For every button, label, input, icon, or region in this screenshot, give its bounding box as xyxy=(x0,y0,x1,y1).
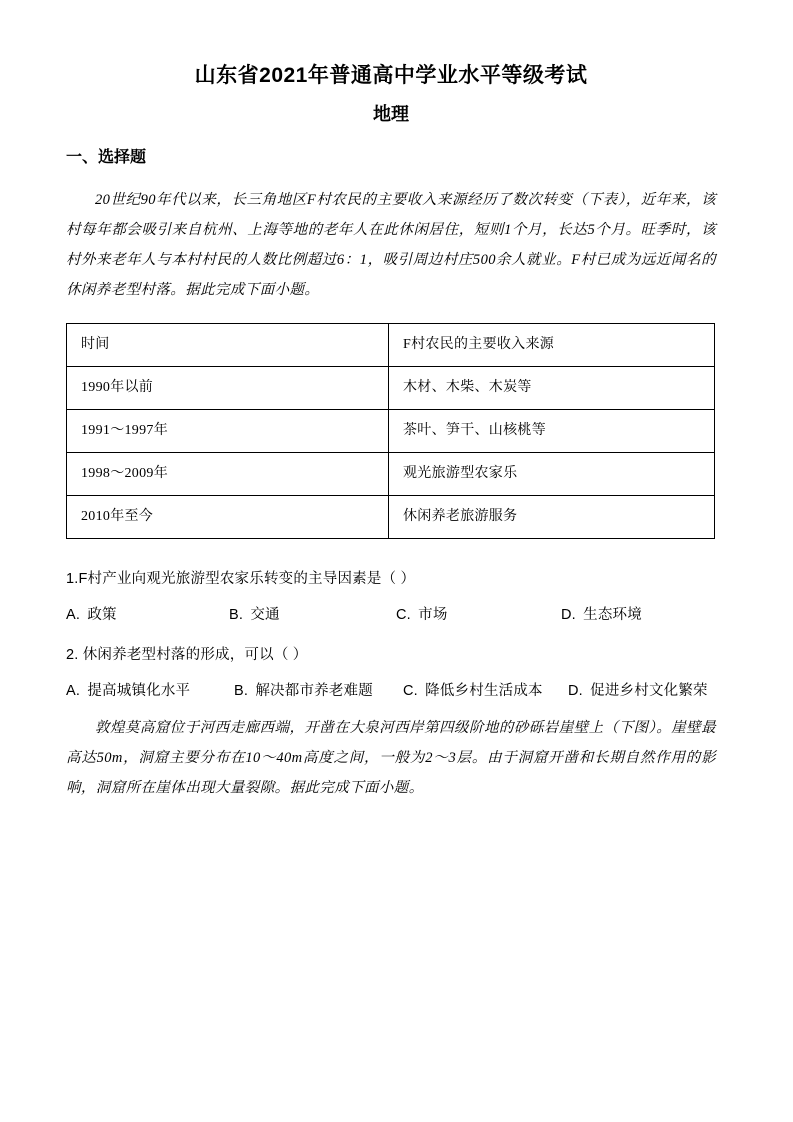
table-cell-period: 1998～2009年 xyxy=(67,453,389,496)
question-1-option-b[interactable] xyxy=(229,605,280,627)
table-row xyxy=(67,496,715,539)
option-text: 市场 xyxy=(418,606,448,623)
option-letter: B. xyxy=(229,606,244,623)
option-letter: B. xyxy=(234,682,249,699)
table-cell-period: 1991～1997年 xyxy=(67,410,389,453)
question-2-option-b[interactable] xyxy=(234,681,373,703)
question-1-option-d[interactable] xyxy=(561,605,642,627)
table-cell-income: 休闲养老旅游服务 xyxy=(389,496,715,539)
table-row xyxy=(67,410,715,453)
option-text: 促进乡村文化繁荣 xyxy=(590,682,708,699)
table-row xyxy=(67,453,715,496)
option-letter: A. xyxy=(66,682,81,699)
passage-mogao-caves: 敦煌莫高窟位于河西走廊西端，开凿在大泉河西岸第四级阶地的砂砾岩崖壁上（下图）。崖壁最高达50m，洞窟主要分布在10～40m高度之间，一般为2～3层。由于洞窟开凿和长期自然作用的影响，洞窟所在崖体出现大量裂隙。据此完成下面小题。 xyxy=(66,719,716,796)
option-letter: D. xyxy=(568,682,583,699)
option-text: 提高城镇化水平 xyxy=(87,682,191,699)
table-cell-period: 1990年以前 xyxy=(67,367,389,410)
section-heading-multiple-choice: 一、选择题 xyxy=(66,148,147,166)
page-content xyxy=(66,0,716,803)
table-cell-income: 木材、木柴、木炭等 xyxy=(389,367,715,410)
income-source-table xyxy=(66,323,715,539)
table-cell-income: 观光旅游型农家乐 xyxy=(389,453,715,496)
passage-f-village: 20世纪90年代以来，长三角地区F村农民的主要收入来源经历了数次转变（下表），近年来，该村每年都会吸引来自杭州、上海等地的老年人在此休闲居住，短则1个月，长达5个月。旺季时，该村外来老年人与本村村民的人数比例超过6：1，吸引周边村庄500余人就业。F村已成为远近闻名的休闲养老型村落。据此完成下面小题。 xyxy=(66,192,716,299)
question-2-option-c[interactable] xyxy=(403,681,543,703)
question-1-stem: 1.F村产业向观光旅游型农家乐转变的主导因素是（ ） xyxy=(66,571,416,588)
option-letter: C. xyxy=(396,606,411,623)
option-text: 政策 xyxy=(87,606,117,623)
question-2-option-d[interactable] xyxy=(568,681,708,703)
question-1-option-a[interactable] xyxy=(66,605,117,627)
question-1-options xyxy=(66,591,716,627)
option-text: 降低乡村生活成本 xyxy=(425,682,543,699)
table-row xyxy=(67,367,715,410)
table-header-row xyxy=(67,324,715,367)
table-cell-income: 茶叶、笋干、山核桃等 xyxy=(389,410,715,453)
option-text: 交通 xyxy=(250,606,280,623)
page-title: 山东省2021年普通高中学业水平等级考试 xyxy=(194,64,588,87)
option-text: 生态环境 xyxy=(583,606,642,623)
table-header-income-source: F村农民的主要收入来源 xyxy=(389,324,715,367)
table-cell-period: 2010年至今 xyxy=(67,496,389,539)
option-letter: D. xyxy=(561,606,576,623)
question-2-options xyxy=(66,667,716,703)
option-letter: C. xyxy=(403,682,418,699)
subject-subtitle: 地理 xyxy=(373,104,409,125)
option-letter: A. xyxy=(66,606,81,623)
question-2-stem: 2. 休闲养老型村落的形成，可以（ ） xyxy=(66,646,308,663)
question-2-option-a[interactable] xyxy=(66,681,190,703)
option-text: 解决都市养老难题 xyxy=(255,682,373,699)
question-1-option-c[interactable] xyxy=(396,605,448,627)
table-header-time: 时间 xyxy=(67,324,389,367)
